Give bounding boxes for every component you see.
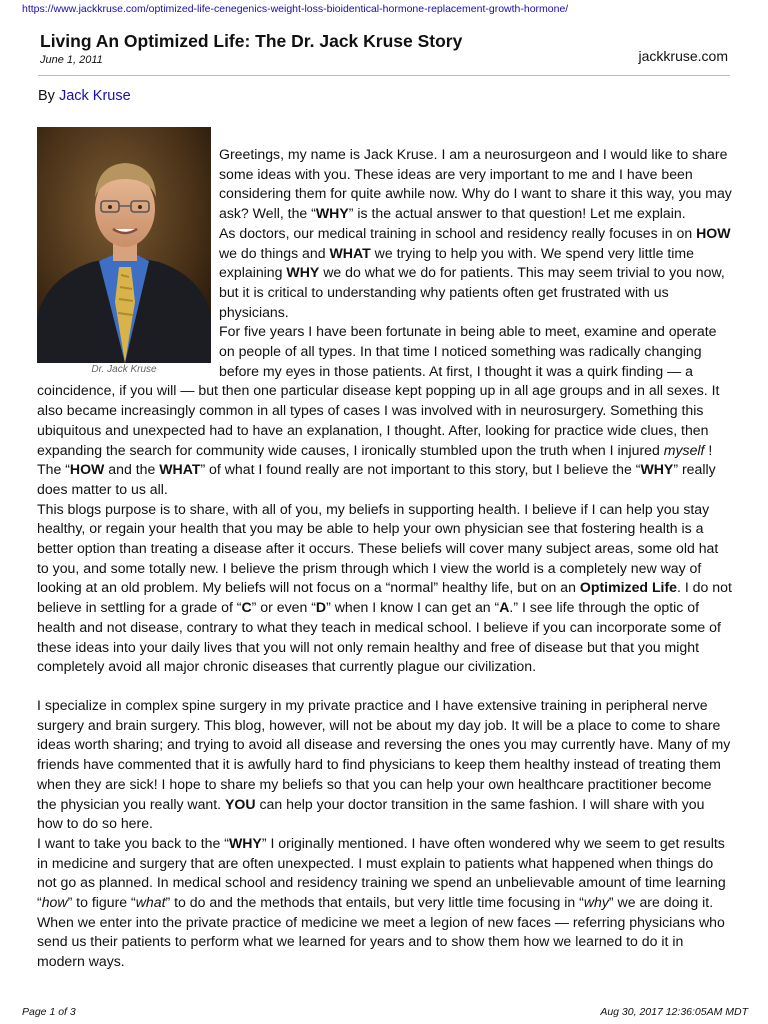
paragraph-1: Greetings, my name is Jack Kruse. I am a neurosurgeon and I would like to share some ideas with you. These ideas are very important to me and I have been considering them for quite awhile now. Why do I want to share it this way, you may ask? Well, the “WHY” is the actual answer to that question! Let me explain. <box>219 146 732 222</box>
byline <box>38 88 131 104</box>
paragraph-2: As doctors, our medical training in school and residency really focuses in on HOW we do things and WHAT we trying to help you with. We spend very little time explaining WHY we do what we do for patients. This may seem trivial to you now, but it is critical to understanding why patients often get frustrated with us physicians. <box>219 224 731 320</box>
author-figure <box>37 127 211 376</box>
page-url-link[interactable]: https://www.jackkruse.com/optimized-life-cenegenics-weight-loss-bioidentical-hormone-replacement-growth-hormone/ <box>22 3 569 15</box>
page-number: Page 1 of 3 <box>22 1006 76 1018</box>
paragraph-6: I want to take you back to the “WHY” I originally mentioned. I have often wondered why we seem to get results in medicine and surgery that are often unexpected. I must explain to patients what happened when things do not go as planned. In medical school and residency training we spend an unbelievable amount of time learning “how” to figure “what” to do and the methods that entails, but very little time focusing in “why” we are doing it. When we enter into the private practice of medicine we meet a legion of new faces — referring physicians who send us their patients to perform what we learned for years and to show them how we learned to do it in modern ways. <box>37 834 726 970</box>
article-title: Living An Optimized Life: The Dr. Jack Kruse Story <box>40 31 463 51</box>
author-photo <box>37 127 211 363</box>
author-link[interactable]: Jack Kruse <box>58 88 131 104</box>
paragraph-3: For five years I have been fortunate in being able to meet, examine and operate on people of all types. In that time I noticed something was radically changing before my eyes in those patients. At first, I thought it was a quirk finding — a coincidence, if you will — but then one particular disease kept popping up in all age groups and in all sexes. It also became increasingly common in all types of cases I was involved with in neurosurgery. Something this ubiquitous and unexpected had to have an explanation, I thought. After, looking for practice wide clues, then expanding the search for community wide causes, I ironically stumbled upon the truth when I injured myself ! The “HOW and the WHAT” of what I found really are not important to this story, but I believe the “WHY” really does matter to us all. <box>37 323 720 497</box>
print-timestamp: Aug 30, 2017 12:36:05AM MDT <box>600 1006 748 1018</box>
site-name: jackkruse.com <box>638 48 728 64</box>
article-date: June 1, 2011 <box>40 54 103 66</box>
paragraph-5: I specialize in complex spine surgery in my private practice and I have extensive training in peripheral nerve surgery and brain surgery. This blog, however, will not be about my day job. It will be a place to come to share ideas worth sharing; and trying to avoid all disease and reversing the ones you may currently have. Many of my friends have commented that it is awfully hard to find physicians to keep them healthy instead of treating them when they are sick! I hope to share my beliefs so that you can help your own healthcare practitioner become the physician you really want. YOU can help your doctor transition in the same fashion. I will share with you how to do so here. <box>37 696 731 832</box>
header-divider <box>38 75 730 76</box>
article-body <box>37 145 732 972</box>
byline-prefix: By <box>38 88 55 104</box>
photo-caption: Dr. Jack Kruse <box>91 364 157 375</box>
paragraph-4: This blogs purpose is to share, with all of you, my beliefs in supporting health. I believe if I can help you stay healthy, or regain your health that you may be able to help your own physician see that fostering health is a better option than treating a disease after it occurs. These beliefs will cover many subject areas, some old hat to you, and some totally new. I believe the prism through which I view the world is a completely new way of looking at an old problem. My beliefs will not focus on a “normal” healthy life, but on an Optimized Life. I do not believe in settling for a grade of “C” or even “D” when I know I can get an “A.” I see life through the optic of health and not disease, contrary to what they teach in medical school. I believe if you can incorporate some of these ideas into your daily lives that you will not only remain healthy and free of disease but that you might completely avoid all major chronic diseases that currently plague our civilization. <box>37 500 732 675</box>
